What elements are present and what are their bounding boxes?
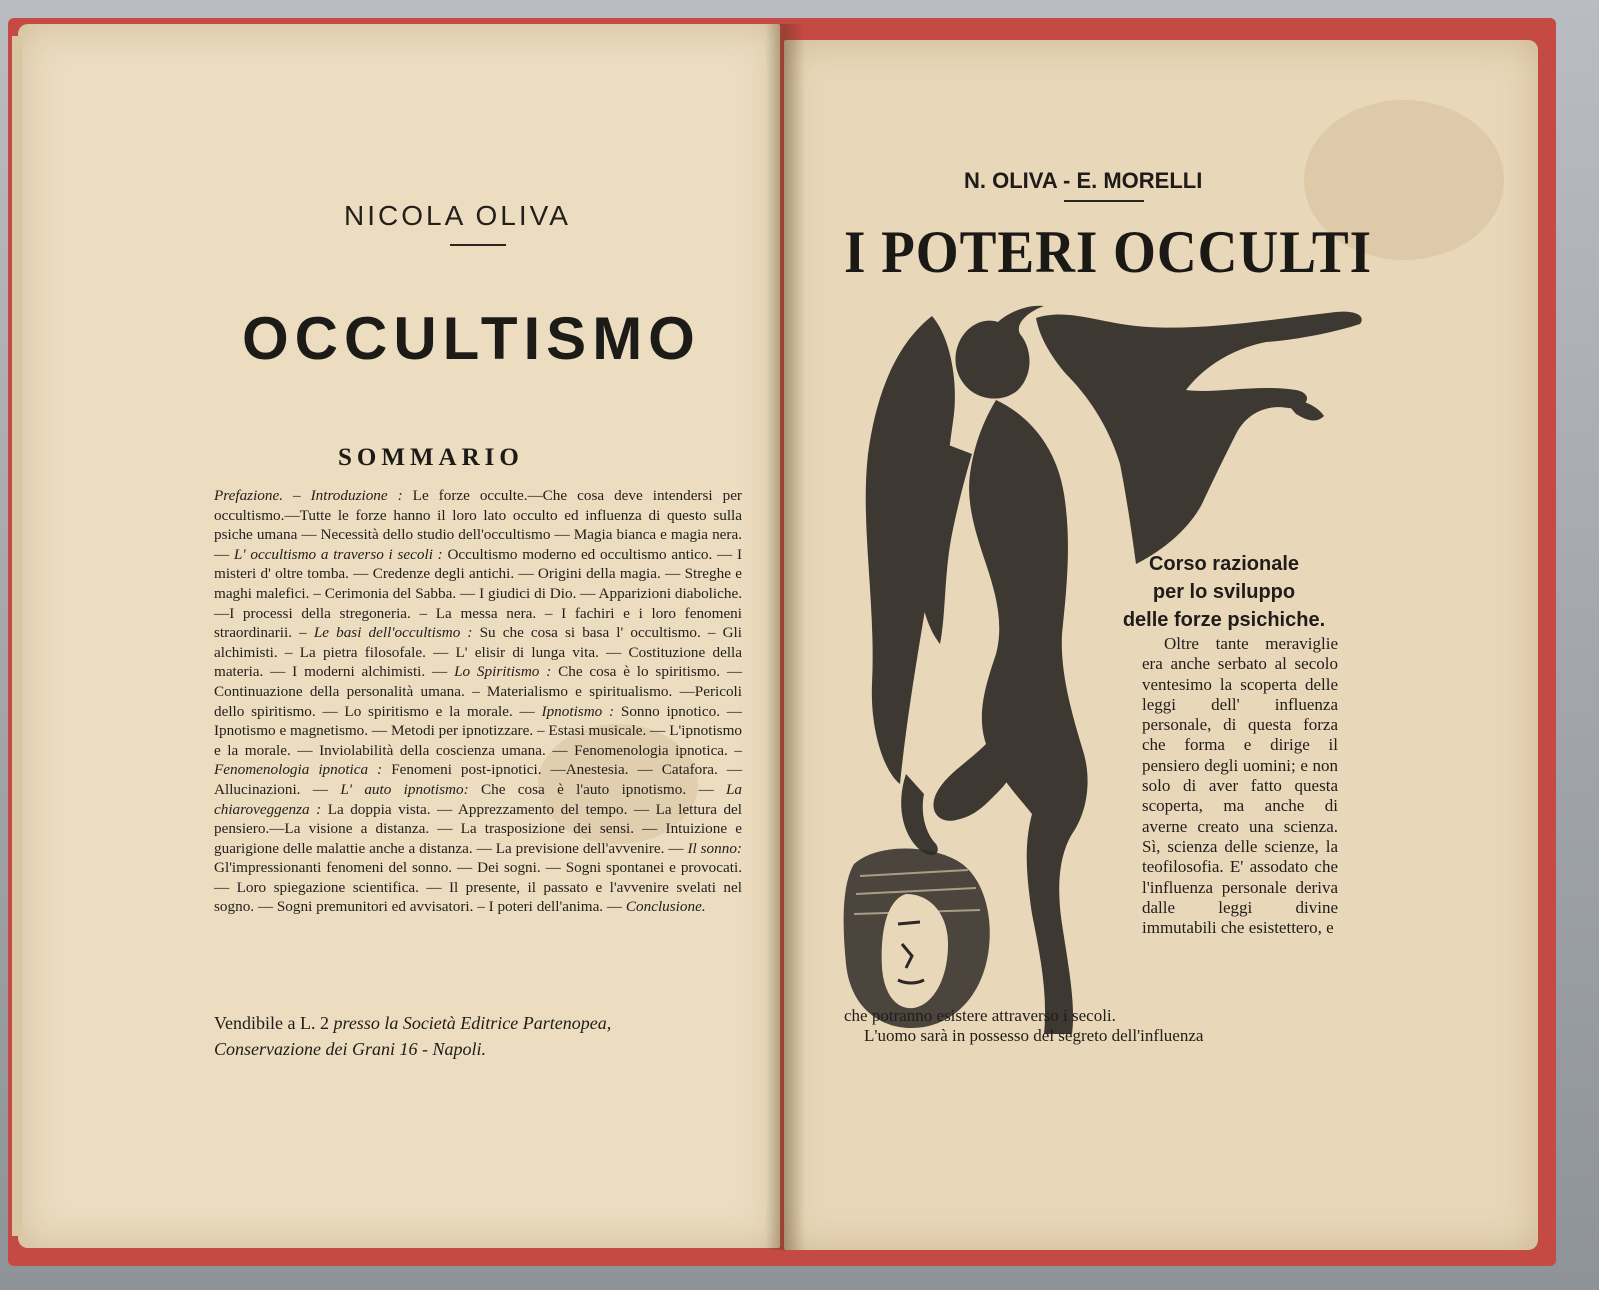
sale-publisher: presso la Società Editrice Partenopea, [333, 1013, 612, 1033]
sale-price: Vendibile a L. 2 [214, 1013, 334, 1033]
summary-segment: L' auto ipnotismo: [340, 780, 481, 798]
right-title: I POTERI OCCULTI [844, 219, 1373, 285]
summary-segment: Il sonno: [687, 839, 742, 857]
summary-segment: La doppia vista. — Apprezzamento del tempo. — La lettura del pensiero.—La visione a distanza. — La trasposizione dei sensi. — Intuizione e guarigione delle malattie anche a distanza. — La previsione dell'avvenire. — [214, 800, 743, 857]
summary-segment: Sonno ipnotico. — Ipnotismo e magnetismo. — Metodi per ipnotizzare. – Estasi musicale. — L'ipnotismo e la morale. — Inviolabilità della coscienza umana. — Fenomenologia ipnotica. – [214, 702, 742, 759]
right-body-text [1142, 634, 1338, 938]
summary-text [214, 486, 742, 917]
summary-segment: Lo Spiritismo : [454, 663, 559, 681]
right-foot-text [844, 1006, 1344, 1046]
foot-line-1: che potranno esistere attraverso i secoli. [844, 1006, 1116, 1025]
summary-segment: L' occultismo a traverso i secoli : [233, 545, 448, 563]
summary-segment: Che cosa è l'auto ipnotismo. — [480, 780, 726, 798]
sale-notice [214, 1010, 774, 1062]
authors-divider [1064, 200, 1144, 202]
course-line-1: Corso razionale [1148, 553, 1300, 575]
summary-segment: Ipnotismo : [541, 702, 621, 720]
body-paragraph: Oltre tante meraviglie era anche serbato al secolo ventesimo la scoperta delle leggi dell' influenza personale, di questa forza che forma e dirige il pensiero degli uomini; e non solo di aver fatto questa scoperta, ma anche di averne creato una scienza. Sì, scienza delle scienze, la teofilosofia. E' assodato che l'influenza personale deriva dalle leggi divine immutabili che esistettero, e [1142, 634, 1338, 938]
sale-address: Conservazione dei Grani 16 - Napoli. [214, 1039, 486, 1059]
course-line-2: per lo sviluppo [1152, 581, 1296, 603]
summary-segment: Prefazione. – Introduzione : [214, 487, 413, 504]
book-gutter [765, 24, 805, 1250]
left-title: OCCULTISMO [242, 305, 701, 372]
course-line-3: delle forze psichiche. [1122, 609, 1326, 631]
summary-segment: Fenomenologia ipnotica : [214, 761, 392, 779]
foot-line-2: L'uomo sarà in possesso del segreto dell'influenza [864, 1026, 1204, 1045]
summary-segment: La chiaroveggenza : [214, 780, 743, 818]
right-authors: N. OLIVA - E. MORELLI [964, 168, 1203, 193]
page-edges [12, 36, 22, 1236]
summary-segment: Le forze occulte.—Che cosa deve intendersi per occultismo.—Tutte le forze hanno il loro lato occulto ed influenza di questo sulla psiche umana — Necessità dello studio dell'occultismo — Magia bianca e magia nera. — [214, 487, 742, 563]
summary-segment: Gl'impressionanti fenomeni del sonno. — Dei sogni. — Sogni spontanei e provocati. — Loro spiegazione scientifica. — Il presente, il passato e l'avvenire svelati nel sogno. — Sogni premunitori ed avvisatori. – I poteri dell'anima. — [214, 859, 742, 916]
summary-segment: Che cosa è lo spiritismo. — Continuazione della personalità umana. – Materialismo e spiritualismo. —Pericoli dello spiritismo. — Lo spiritismo e la morale. — [214, 663, 743, 720]
summary-heading: SOMMARIO [338, 444, 524, 471]
summary-segment: Conclusione. [625, 898, 706, 916]
right-page [784, 40, 1538, 1250]
course-subtitle [1114, 550, 1334, 634]
left-author: NICOLA OLIVA [344, 200, 571, 231]
summary-segment: Occultismo moderno ed occultismo antico. — I misteri d' oltre tomba. — Credenze degli antichi. — Origini della magia. — Streghe e maghi malefici. – Cerimonia del Sabba. — I giudici di Dio. — Apparizioni diaboliche.—I processi della stregoneria. – La messa nera. – I fachiri e i loro fenomeni straordinarii. – [214, 545, 742, 642]
title-divider [450, 244, 506, 246]
summary-segment: Su che cosa si basa l' occultismo. – Gli alchimisti. – La pietra filosofale. — L' elisir di lunga vita. — Costituzione della materia. — I moderni alchimisti. — [214, 624, 742, 681]
left-page [18, 24, 780, 1248]
summary-segment: Fenomeni post-ipnotici. —Anestesia. — Catafora. — Allucinazioni. — [214, 761, 743, 798]
summary-segment: Le basi dell'occultismo : [313, 624, 480, 642]
